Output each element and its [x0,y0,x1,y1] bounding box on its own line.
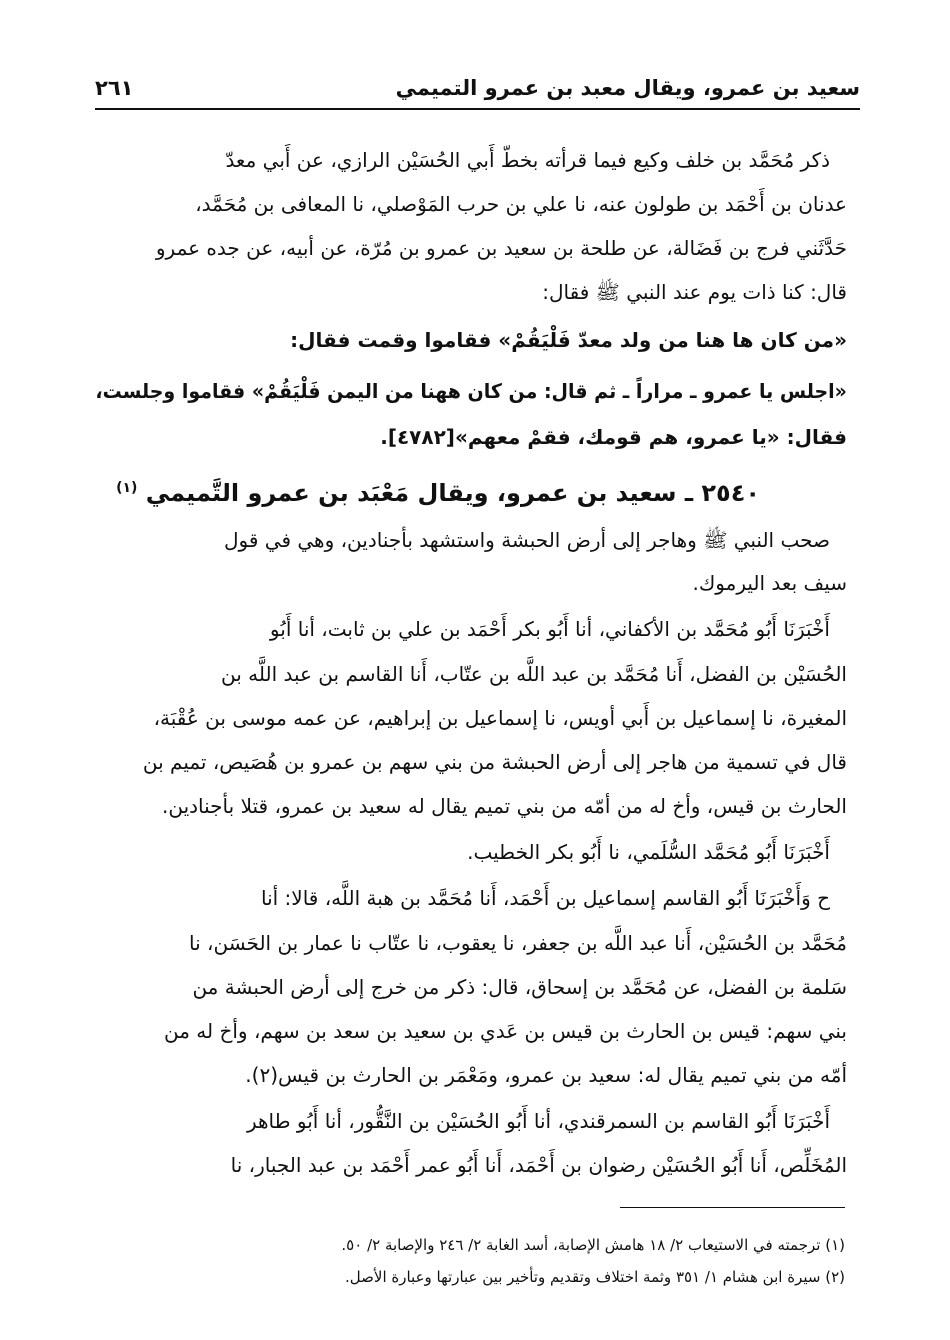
text-line: قال في تسمية من هاجر إلى أرض الحبشة من بني سهم بن عمرو بن هُصَيص، تميم بن [142,750,847,774]
text-line: حَدَّثَني فرج بن فَضَالة، عن طلحة بن سعيد بن عمرو بن مُرّة، عن أبيه، عن جده عمرو [155,236,847,260]
quoted-line: «من كان ها هنا من ولد معدّ فَلْيَقُمْ» فقاموا وقمت فقال: [290,328,847,352]
text-line: سيف بعد اليرموك. [692,571,847,595]
text-line: سَلمة بن الفضل، عن مُحَمَّد بن إسحاق، قال: ذكر من خرج إلى أرض الحبشة من [192,975,847,999]
text-line: أَخْبَرَنَا أَبُو مُحَمَّد السُّلَمي، نا أَبُو بكر الخطيب. [467,840,830,864]
running-title: سعيد بن عمرو، ويقال معبد بن عمرو التميمي [395,76,860,100]
text-line: ح وَأَخْبَرَنَا أَبُو القاسم إسماعيل بن أَحْمَد، أَنا مُحَمَّد بن هبة اللَّه، قالا: أنا [260,886,830,910]
text-line: الحُسَيْن بن الفضل، أَنا مُحَمَّد بن عبد اللَّه بن عتّاب، أَنا القاسم بن عبد اللَّه بن [220,662,847,686]
page-header [95,72,860,110]
text-line: عدنان بن أَحْمَد بن طولون عنه، نا علي بن حرب المَوْصلي، نا المعافى بن مُحَمَّد، [195,192,847,216]
text-line: المُخَلِّص، أَنا أَبُو الحُسَيْن رضوان بن أَحْمَد، أَنا أَبُو عمر أَحْمَد بن عبد الجبار، نا [230,1153,847,1177]
quoted-line: «اجلس يا عمرو ـ مراراً ـ ثم قال: من كان ههنا من اليمن فَلْيَقُمْ» فقاموا وجلست، [95,379,847,403]
page-number: ٢٦١ [95,76,134,100]
text-line: ذكر مُحَمَّد بن خلف وكيع فيما قرأته بخطّ أَبي الحُسَيْن الرازي، عن أَبي معدّ [225,148,830,172]
text-line: مُحَمَّد بن الحُسَيْن، أَنا عبد اللَّه بن جعفر، نا يعقوب، نا عتّاب نا عمار بن الحَسَن، نا [189,931,847,955]
entry-heading [116,470,760,511]
text-line: بني سهم: قيس بن الحارث بن قيس بن عَدي بن سعيد بن سعد بن سهم، وأخ له من [164,1019,847,1043]
text-line: صحب النبي ﷺ وهاجر إلى أرض الحبشة واستشهد بأجنادين، وهي في قول [224,528,830,552]
text-line: المغيرة، نا إسماعيل بن أَبي أويس، نا إسماعيل بن إبراهيم، عن عمه موسى بن عُقْبَة، [153,706,847,730]
quoted-line: فقال: «يا عمرو، هم قومك، فقمْ معهم»[٤٧٨٢]. [380,425,847,449]
text-line: قال: كنا ذات يوم عند النبي ﷺ فقال: [542,280,847,304]
footnote-marker: (١) [116,480,138,496]
footnote-divider [620,1207,845,1208]
text-line: أمّه من بني تميم يقال له: سعيد بن عمرو، ومَعْمَر بن الحارث بن قيس(٢). [245,1063,847,1087]
footnote: (١) ترجمته في الاستيعاب ٢/ ١٨ هامش الإصابة، أسد الغابة ٢/ ٢٤٦ والإصابة ٢/ ٥٠. [341,1236,845,1254]
footnote: (٢) سيرة ابن هشام ١/ ٣٥١ وثمة اختلاف وتقديم وتأخير بين عبارتها وعبارة الأصل. [345,1268,845,1286]
text-line: أَخْبَرَنَا أَبُو مُحَمَّد بن الأكفاني، أنا أَبُو بكر أَحْمَد بن علي بن ثابت، أنا أَبُو [269,617,830,641]
text-line: الحارث بن قيس، وأخ له من أمّه من بني تميم يقال له سعيد بن عمرو، قتلا بأجنادين. [162,794,847,818]
text-line: أَخْبَرَنَا أَبُو القاسم بن السمرقندي، أنا أَبُو الحُسَيْن بن النَّقُّور، أنا أَبُو طاهر [246,1109,830,1133]
entry-title: ٢٥٤٠ ـ سعيد بن عمرو، ويقال مَعْبَد بن عمرو التَّميمي [145,479,760,507]
